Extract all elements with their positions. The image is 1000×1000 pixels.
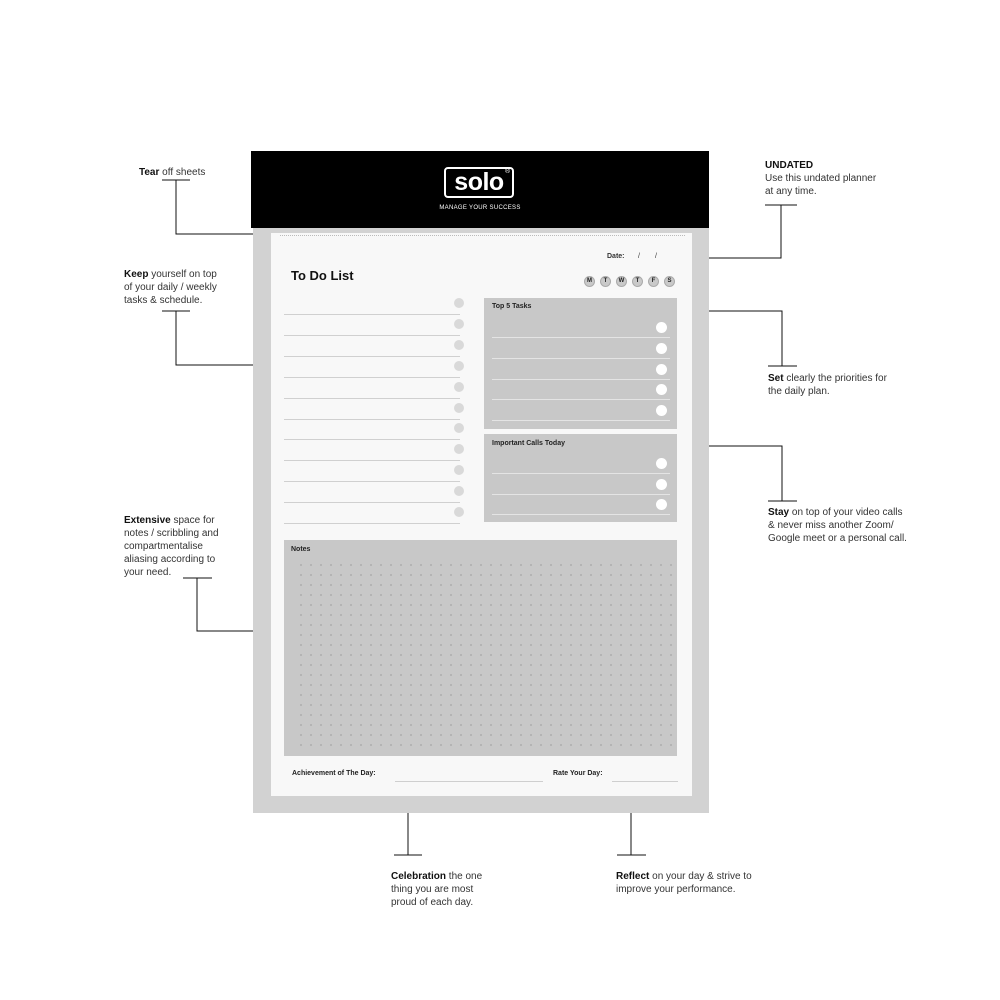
weekday-circle: M: [584, 276, 595, 287]
notes-title: Notes: [291, 546, 311, 553]
todo-bullet: [454, 298, 464, 308]
task-line: [492, 379, 670, 380]
task-bullet: [656, 499, 667, 510]
tear-perforation: [280, 235, 685, 236]
weekday-circle: T: [632, 276, 643, 287]
achievement-label: Achievement of The Day:: [292, 770, 376, 777]
todo-line: [284, 377, 460, 378]
callout-tear: Tear off sheets: [139, 167, 206, 178]
todo-line: [284, 502, 460, 503]
todo-bullet: [454, 382, 464, 392]
callout-set: Set clearly the priorities for the daily plan.: [768, 373, 887, 397]
todo-bullet: [454, 403, 464, 413]
weekday-circle: W: [616, 276, 627, 287]
todo-bullet: [454, 319, 464, 329]
page-title: To Do List: [291, 268, 354, 283]
brand-tagline: MANAGE YOUR SUCCESS: [439, 205, 521, 211]
weekday-circle: T: [600, 276, 611, 287]
registered-mark: ®: [505, 168, 511, 175]
brand-logo: solo: [444, 167, 514, 198]
task-bullet: [656, 343, 667, 354]
task-line: [492, 494, 670, 495]
todo-bullet: [454, 507, 464, 517]
task-line: [492, 473, 670, 474]
notes-dot-grid: [296, 560, 674, 752]
achievement-line: [395, 781, 543, 782]
task-line: [492, 399, 670, 400]
todo-bullet: [454, 340, 464, 350]
task-line: [492, 514, 670, 515]
todo-line: [284, 460, 460, 461]
rate-label: Rate Your Day:: [553, 770, 603, 777]
callout-reflect: Reflect on your day & strive to improve your performance.: [616, 871, 752, 895]
important-calls-title: Important Calls Today: [492, 440, 565, 447]
top-tasks-box: [484, 298, 677, 429]
task-line: [492, 358, 670, 359]
todo-line: [284, 481, 460, 482]
todo-line: [284, 523, 460, 524]
weekday-circle: F: [648, 276, 659, 287]
date-separator: /: [638, 253, 640, 260]
top-tasks-title: Top 5 Tasks: [492, 303, 532, 310]
todo-line: [284, 439, 460, 440]
callout-extensive: Extensive space for notes / scribbling and compartmentalise aliasing according to your need.: [124, 515, 219, 578]
task-bullet: [656, 322, 667, 333]
important-calls-box: [484, 434, 677, 522]
todo-line: [284, 356, 460, 357]
task-line: [492, 420, 670, 421]
todo-line: [284, 398, 460, 399]
weekday-circle: S: [664, 276, 675, 287]
callout-undated: UNDATED Use this undated planner at any time.: [765, 160, 877, 197]
task-bullet: [656, 458, 667, 469]
todo-line: [284, 314, 460, 315]
todo-line: [284, 419, 460, 420]
callout-celebration: Celebration the one thing you are most proud of each day.: [391, 871, 483, 908]
rate-line: [612, 781, 678, 782]
task-line: [492, 337, 670, 338]
callout-stay: Stay on top of your video calls & never miss another Zoom/ Google meet or a personal call.: [768, 507, 907, 544]
callout-keep: Keep yourself on top of your daily / weekly tasks & schedule.: [124, 269, 217, 306]
task-bullet: [656, 479, 667, 490]
task-bullet: [656, 364, 667, 375]
date-separator: /: [655, 253, 657, 260]
todo-bullet: [454, 361, 464, 371]
todo-line: [284, 335, 460, 336]
date-label: Date:: [607, 253, 625, 260]
